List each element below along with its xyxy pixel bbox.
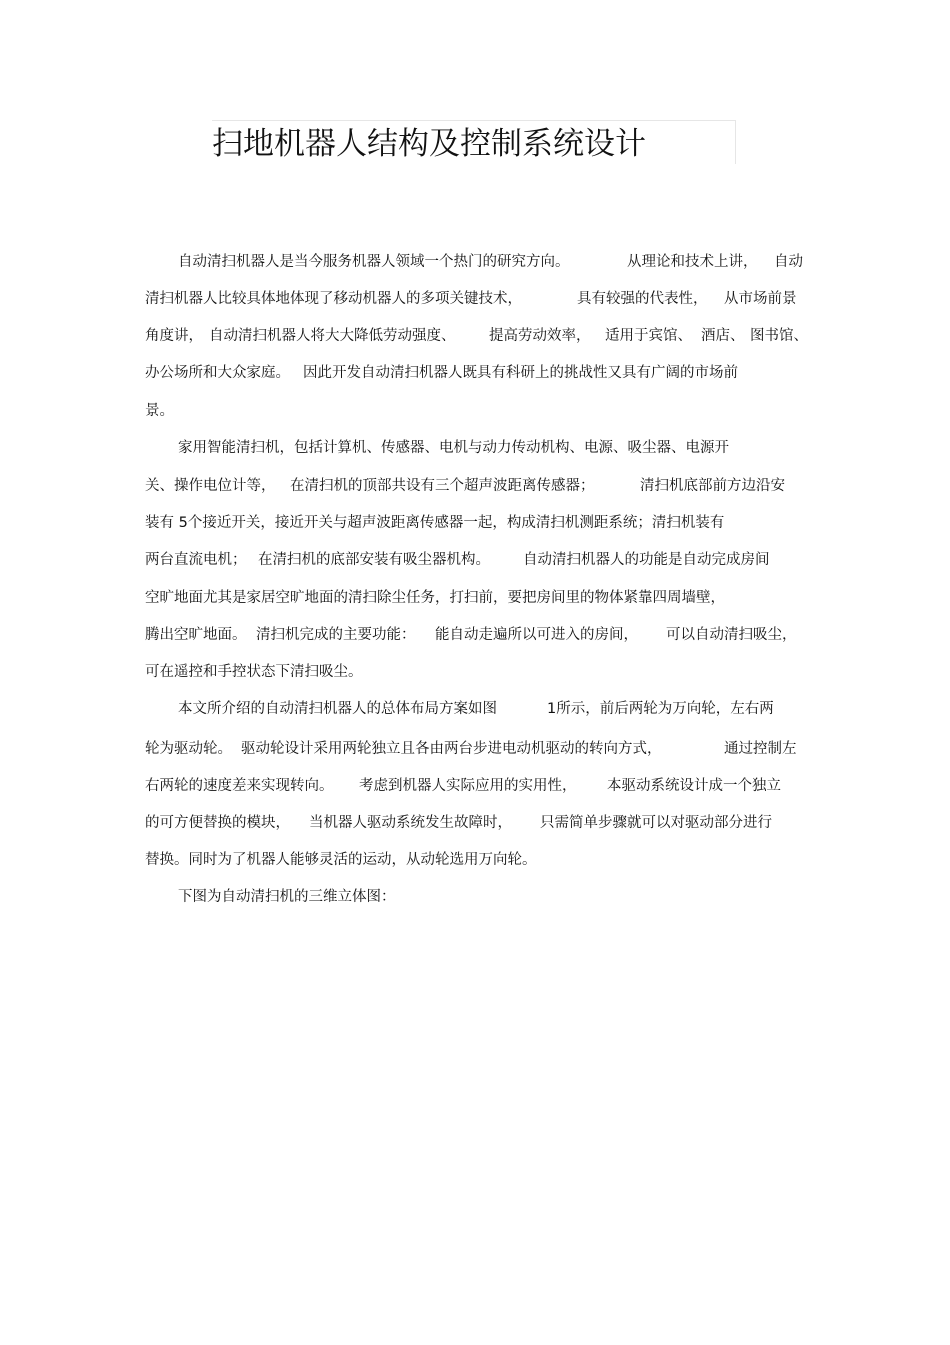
text-segment: 角度讲， <box>145 328 203 344</box>
text-segment: 通过控制左 <box>724 741 797 757</box>
text-segment: 提高劳动效率， <box>489 328 591 344</box>
text-segment: 本文所介绍的自动清扫机器人的总体布局方案如图 <box>178 701 497 717</box>
text-segment: 当机器人驱动系统发生故障时， <box>309 815 512 831</box>
text-segment: 自动清扫机器人是当今服务机器人领域一个热门的研究方向。 <box>178 254 570 270</box>
text-segment: 在清扫机的顶部共设有三个超声波距离传感器； <box>290 478 595 494</box>
text-segment: 办公场所和大众家庭。 <box>145 365 290 381</box>
text-segment: 驱动轮设计采用两轮独立且各由两台步进电动机驱动的转向方式， <box>241 741 662 757</box>
text-segment: 只需简单步骤就可以对驱动部分进行 <box>540 815 772 831</box>
text-segment: 轮为驱动轮。 <box>145 741 232 757</box>
text-segment: 两台直流电机； <box>145 552 247 568</box>
text-segment: 在清扫机的底部安装有吸尘器机构。 <box>258 552 490 568</box>
text-segment: 图书馆、 <box>750 328 808 344</box>
text-segment: 能自动走遍所以可进入的房间， <box>435 627 638 643</box>
text-segment: 本驱动系统设计成一个独立 <box>607 778 781 794</box>
text-segment: 可在遥控和手控状态下清扫吸尘。 <box>145 664 363 680</box>
text-segment: 清扫机底部前方边沿安 <box>640 478 785 494</box>
text-segment: 景。 <box>145 403 174 419</box>
text-segment: 从理论和技术上讲， <box>627 254 758 270</box>
text-segment: 自动清扫机器人将大大降低劳动强度、 <box>209 328 456 344</box>
text-segment: 具有较强的代表性， <box>577 291 708 307</box>
text-segment: 腾出空旷地面。 <box>145 627 247 643</box>
text-segment: 关、操作电位计等， <box>145 478 276 494</box>
text-segment: 自动清扫机器人的功能是自动完成房间 <box>523 552 770 568</box>
text-segment: 从市场前景 <box>724 291 797 307</box>
text-segment: 自动 <box>774 254 803 270</box>
text-segment: 下图为自动清扫机的三维立体图： <box>178 889 396 905</box>
text-segment: 替换。同时为了机器人能够灵活的运动，从动轮选用万向轮。 <box>145 852 537 868</box>
text-segment: 清扫机器人比较具体地体现了移动机器人的多项关键技术， <box>145 291 522 307</box>
text-segment: 装有 5个接近开关，接近开关与超声波距离传感器一起，构成清扫机测距系统；清扫机装有 <box>145 515 725 531</box>
text-segment: 因此开发自动清扫机器人既具有科研上的挑战性又具有广阔的市场前 <box>303 365 738 381</box>
document-title: 扫地机器人结构及控制系统设计 <box>212 126 646 162</box>
text-segment: 考虑到机器人实际应用的实用性， <box>359 778 577 794</box>
text-segment: 适用于宾馆、 <box>605 328 692 344</box>
text-segment: 清扫机完成的主要功能： <box>256 627 416 643</box>
text-segment: 家用智能清扫机，包括计算机、传感器、电机与动力传动机构、电源、吸尘器、电源开 <box>178 440 729 456</box>
text-segment: 的可方便替换的模块， <box>145 815 290 831</box>
text-segment: 右两轮的速度差来实现转向。 <box>145 778 334 794</box>
text-segment: 空旷地面尤其是家居空旷地面的清扫除尘任务，打扫前，要把房间里的物体紧靠四周墙壁， <box>145 590 725 606</box>
text-segment: 可以自动清扫吸尘， <box>666 627 797 643</box>
text-segment: 酒店、 <box>701 328 745 344</box>
text-segment: 1所示，前后两轮为万向轮，左右两 <box>547 701 774 717</box>
